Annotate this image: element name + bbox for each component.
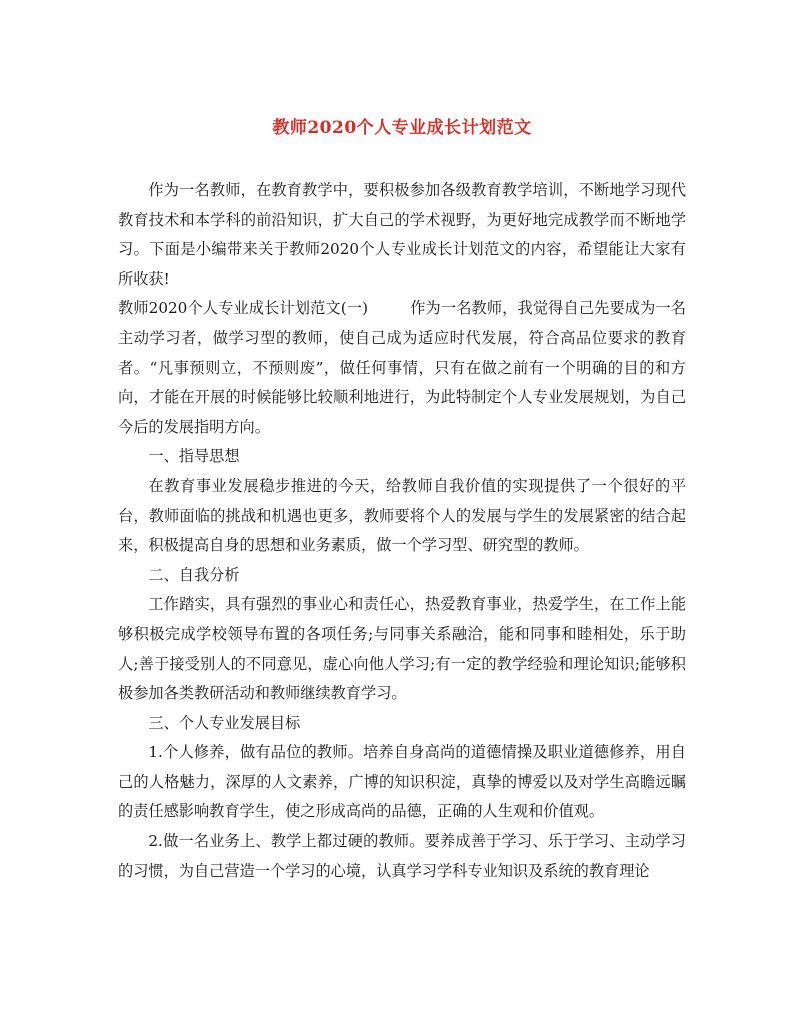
heading-guiding-thought: 一、指导思想 (148, 447, 240, 466)
intro-paragraph: 作为一名教师，在教育教学中，要积极参加各级教育教学培训，不断地学习现代教育技术和本学科的前沿知识，扩大自己的学术视野，为更好地完成教学而不断地学习。下面是小编带来关于教师2020个人专业成长计划范文的内容，希望能让大家有所收获! (118, 181, 686, 288)
heading-self-analysis: 二、自我分析 (148, 565, 240, 584)
paragraph-goal-1: 1.个人修养，做有品位的教师。培养自身高尚的道德情操及职业道德修养，用自己的人格魅力，深厚的人文素养，广博的知识积淀，真挚的博爱以及对学生高瞻远瞩的责任感影响教育学生，使之形成高尚的品德，正确的人生观和价值观。 (118, 743, 686, 821)
section1-heading: 教师2020个人专业成长计划范文(一) (118, 299, 369, 318)
paragraph-guiding-thought: 在教育事业发展稳步推进的今天，给教师自我价值的实现提供了一个很好的平台，教师面临的挑战和机遇也更多，教师要将个人的发展与学生的发展紧密的结合起来，积极提高自身的思想和业务素质，做一个学习型、研究型的教师。 (118, 476, 686, 555)
section1-paragraph (118, 294, 686, 442)
heading-development-goals: 三、个人专业发展目标 (148, 713, 301, 732)
document-body (118, 176, 686, 886)
document-title: 教师2020个人专业成长计划范文 (272, 118, 532, 138)
paragraph-self-analysis: 工作踏实，具有强烈的事业心和责任心，热爱教育事业，热爱学生，在工作上能够积极完成学校领导布置的各项任务;与同事关系融洽，能和同事和睦相处，乐于助人;善于接受别人的不同意见，虚心向他人学习;有一定的教学经验和理论知识;能够积极参加各类教研活动和教师继续教育学习。 (118, 595, 686, 703)
paragraph-goal-2: 2.做一名业务上、教学上都过硬的教师。要养成善于学习、乐于学习、主动学习的习惯，为自己营造一个学习的心境，认真学习学科专业知识及系统的教育理论 (118, 832, 686, 880)
section1-text: 作为一名教师，我觉得自己先要成为一名主动学习者，做学习型的教师，使自己成为适应时代发展，符合高品位要求的教育者。“凡事预则立，不预则废”，做任何事情，只有在做之前有一个明确的目的和方向，才能在开展的时候能够比较顺利地进行，为此特制定个人专业发展规划，为自己今后的发展指明方向。 (118, 299, 686, 436)
